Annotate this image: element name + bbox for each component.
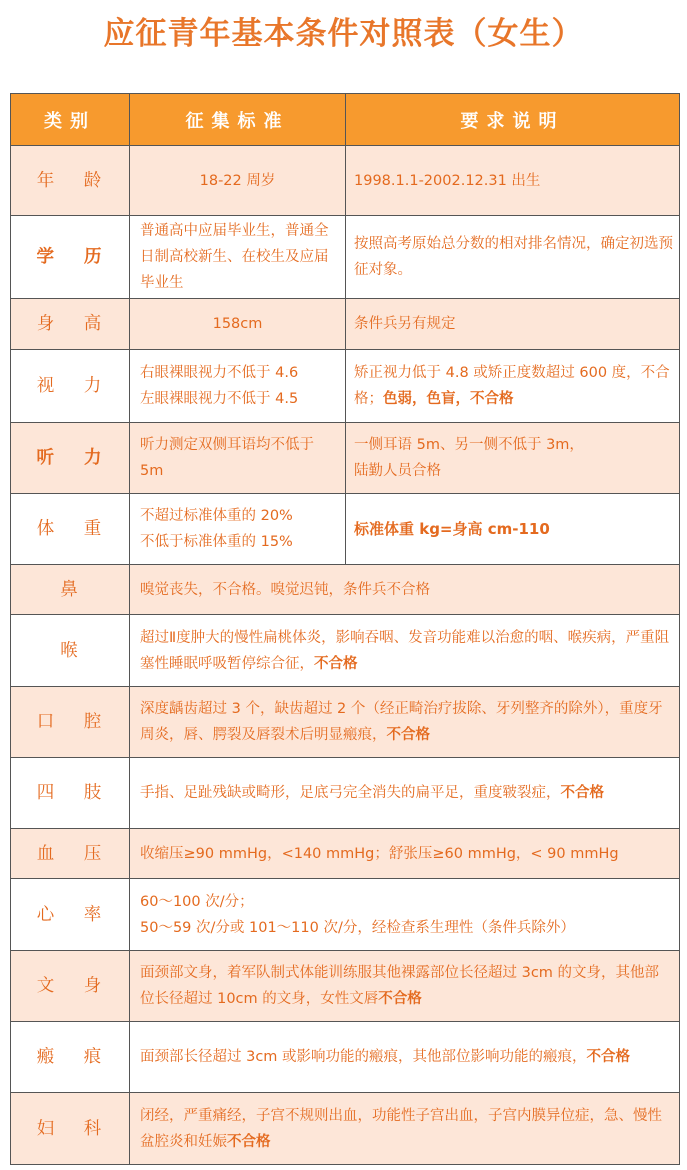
- standard-cell: 听力测定双侧耳语均不低于 5m: [130, 423, 346, 494]
- description-cell: 收缩压≥90 mmHg，<140 mmHg；舒张压≥60 mmHg，< 90 mmHg: [130, 829, 680, 879]
- standard-cell: 158cm: [130, 299, 346, 350]
- description-line: 60～100 次/分；: [140, 893, 254, 910]
- category-cell: 血 压: [11, 829, 130, 879]
- requirement-cell: [346, 423, 680, 494]
- requirement-cell: 1998.1.1-2002.12.31 出生: [346, 146, 680, 216]
- standard-cell: [130, 350, 346, 423]
- table-row: [11, 758, 680, 829]
- requirement-cell: 按照高考原始总分数的相对排名情况，确定初选预征对象。: [346, 216, 680, 299]
- standard-cell: 18-22 周岁: [130, 146, 346, 216]
- category-cell: 文 身: [11, 951, 130, 1022]
- category-cell: 学 历: [11, 216, 130, 299]
- table-row: [11, 494, 680, 565]
- table-row: [11, 216, 680, 299]
- category-cell: 瘢 痕: [11, 1022, 130, 1093]
- description-cell: [130, 951, 680, 1022]
- requirement-text: 矫正视力低于 4.8 或矫正度数超过 600 度，不合格；: [354, 365, 670, 407]
- table-row: [11, 423, 680, 494]
- category-cell: 身 高: [11, 299, 130, 350]
- requirement-line: 一侧耳语 5m、另一侧不低于 3m，: [354, 437, 584, 453]
- category-cell: 妇 科: [11, 1093, 130, 1165]
- requirement-line: 陆勤人员合格: [354, 463, 441, 479]
- category-cell: 听 力: [11, 423, 130, 494]
- category-cell: 四 肢: [11, 758, 130, 829]
- description-cell: [130, 1093, 680, 1165]
- verdict-text: 不合格: [227, 1133, 271, 1150]
- table-row: [11, 1022, 680, 1093]
- description-text: 面颈部文身，着军队制式体能训练服其他裸露部位长径超过 3cm 的文身，其他部位长径超过 10cm 的文身，女性文唇: [140, 965, 660, 1007]
- conditions-table: [10, 93, 680, 1165]
- description-text: 手指、足趾残缺或畸形，足底弓完全消失的扁平足，重度皲裂症，: [140, 785, 561, 801]
- verdict-text: 不合格: [378, 991, 422, 1007]
- category-cell: 鼻: [11, 565, 130, 615]
- standard-line: 左眼裸眼视力不低于 4.5: [140, 391, 299, 407]
- description-cell: [130, 687, 680, 758]
- standard-line: 不超过标准体重的 20%: [140, 508, 293, 524]
- description-text: 闭经，严重痛经，子宫不规则出血，功能性子宫出血，子宫内膜异位症，急、慢性盆腔炎和妊娠: [140, 1107, 662, 1150]
- table-row: [11, 951, 680, 1022]
- requirement-cell: [346, 350, 680, 423]
- table-row: [11, 829, 680, 879]
- category-cell: 年 龄: [11, 146, 130, 216]
- verdict-text: 不合格: [586, 1049, 631, 1065]
- table-header-row: [11, 94, 680, 146]
- category-cell: 体 重: [11, 494, 130, 565]
- table-row: [11, 1093, 680, 1165]
- table-row: [11, 146, 680, 216]
- header-standard: 征集标准: [130, 94, 346, 146]
- requirement-verdict: 色弱，色盲，不合格: [383, 391, 514, 407]
- table-row: [11, 299, 680, 350]
- description-text: 深度龋齿超过 3 个，缺齿超过 2 个（经正畸治疗拔除、牙列整齐的除外），重度牙周炎，唇、腭裂及唇裂术后明显瘢痕，: [140, 701, 663, 743]
- header-category: 类别: [11, 94, 130, 146]
- description-text: 面颈部长径超过 3cm 或影响功能的瘢痕，其他部位影响功能的瘢痕，: [140, 1049, 587, 1065]
- header-requirement: 要求说明: [346, 94, 680, 146]
- requirement-cell: 条件兵另有规定: [346, 299, 680, 350]
- table-row: [11, 879, 680, 951]
- category-cell: 口 腔: [11, 687, 130, 758]
- description-cell: [130, 615, 680, 687]
- standard-line: 右眼裸眼视力不低于 4.6: [140, 365, 299, 381]
- description-text: 超过Ⅱ度肿大的慢性扁桃体炎，影响吞咽、发音功能难以治愈的咽、喉疾病，严重阻塞性睡眠呼吸暂停综合征，: [140, 629, 670, 672]
- standard-cell: 普通高中应届毕业生，普通全日制高校新生、在校生及应届毕业生: [130, 216, 346, 299]
- category-cell: 心 率: [11, 879, 130, 951]
- standard-line: 不低于标准体重的 15%: [140, 534, 293, 550]
- category-cell: 视 力: [11, 350, 130, 423]
- description-line: 50～59 次/分或 101～110 次/分，经检查系生理性（条件兵除外）: [140, 919, 575, 936]
- description-cell: [130, 758, 680, 829]
- category-cell: 喉: [11, 615, 130, 687]
- table-row: [11, 350, 680, 423]
- table-row: [11, 615, 680, 687]
- description-cell: 嗅觉丧失，不合格。嗅觉迟钝，条件兵不合格: [130, 565, 680, 615]
- verdict-text: 不合格: [386, 727, 430, 743]
- requirement-cell: 标准体重 kg=身高 cm-110: [346, 494, 680, 565]
- page-title: 应征青年基本条件对照表（女生）: [103, 16, 584, 52]
- table-row: [11, 687, 680, 758]
- description-cell: [130, 1022, 680, 1093]
- description-cell: [130, 879, 680, 951]
- verdict-text: 不合格: [560, 785, 604, 801]
- table-row: [11, 565, 680, 615]
- verdict-text: 不合格: [314, 655, 358, 672]
- standard-cell: [130, 494, 346, 565]
